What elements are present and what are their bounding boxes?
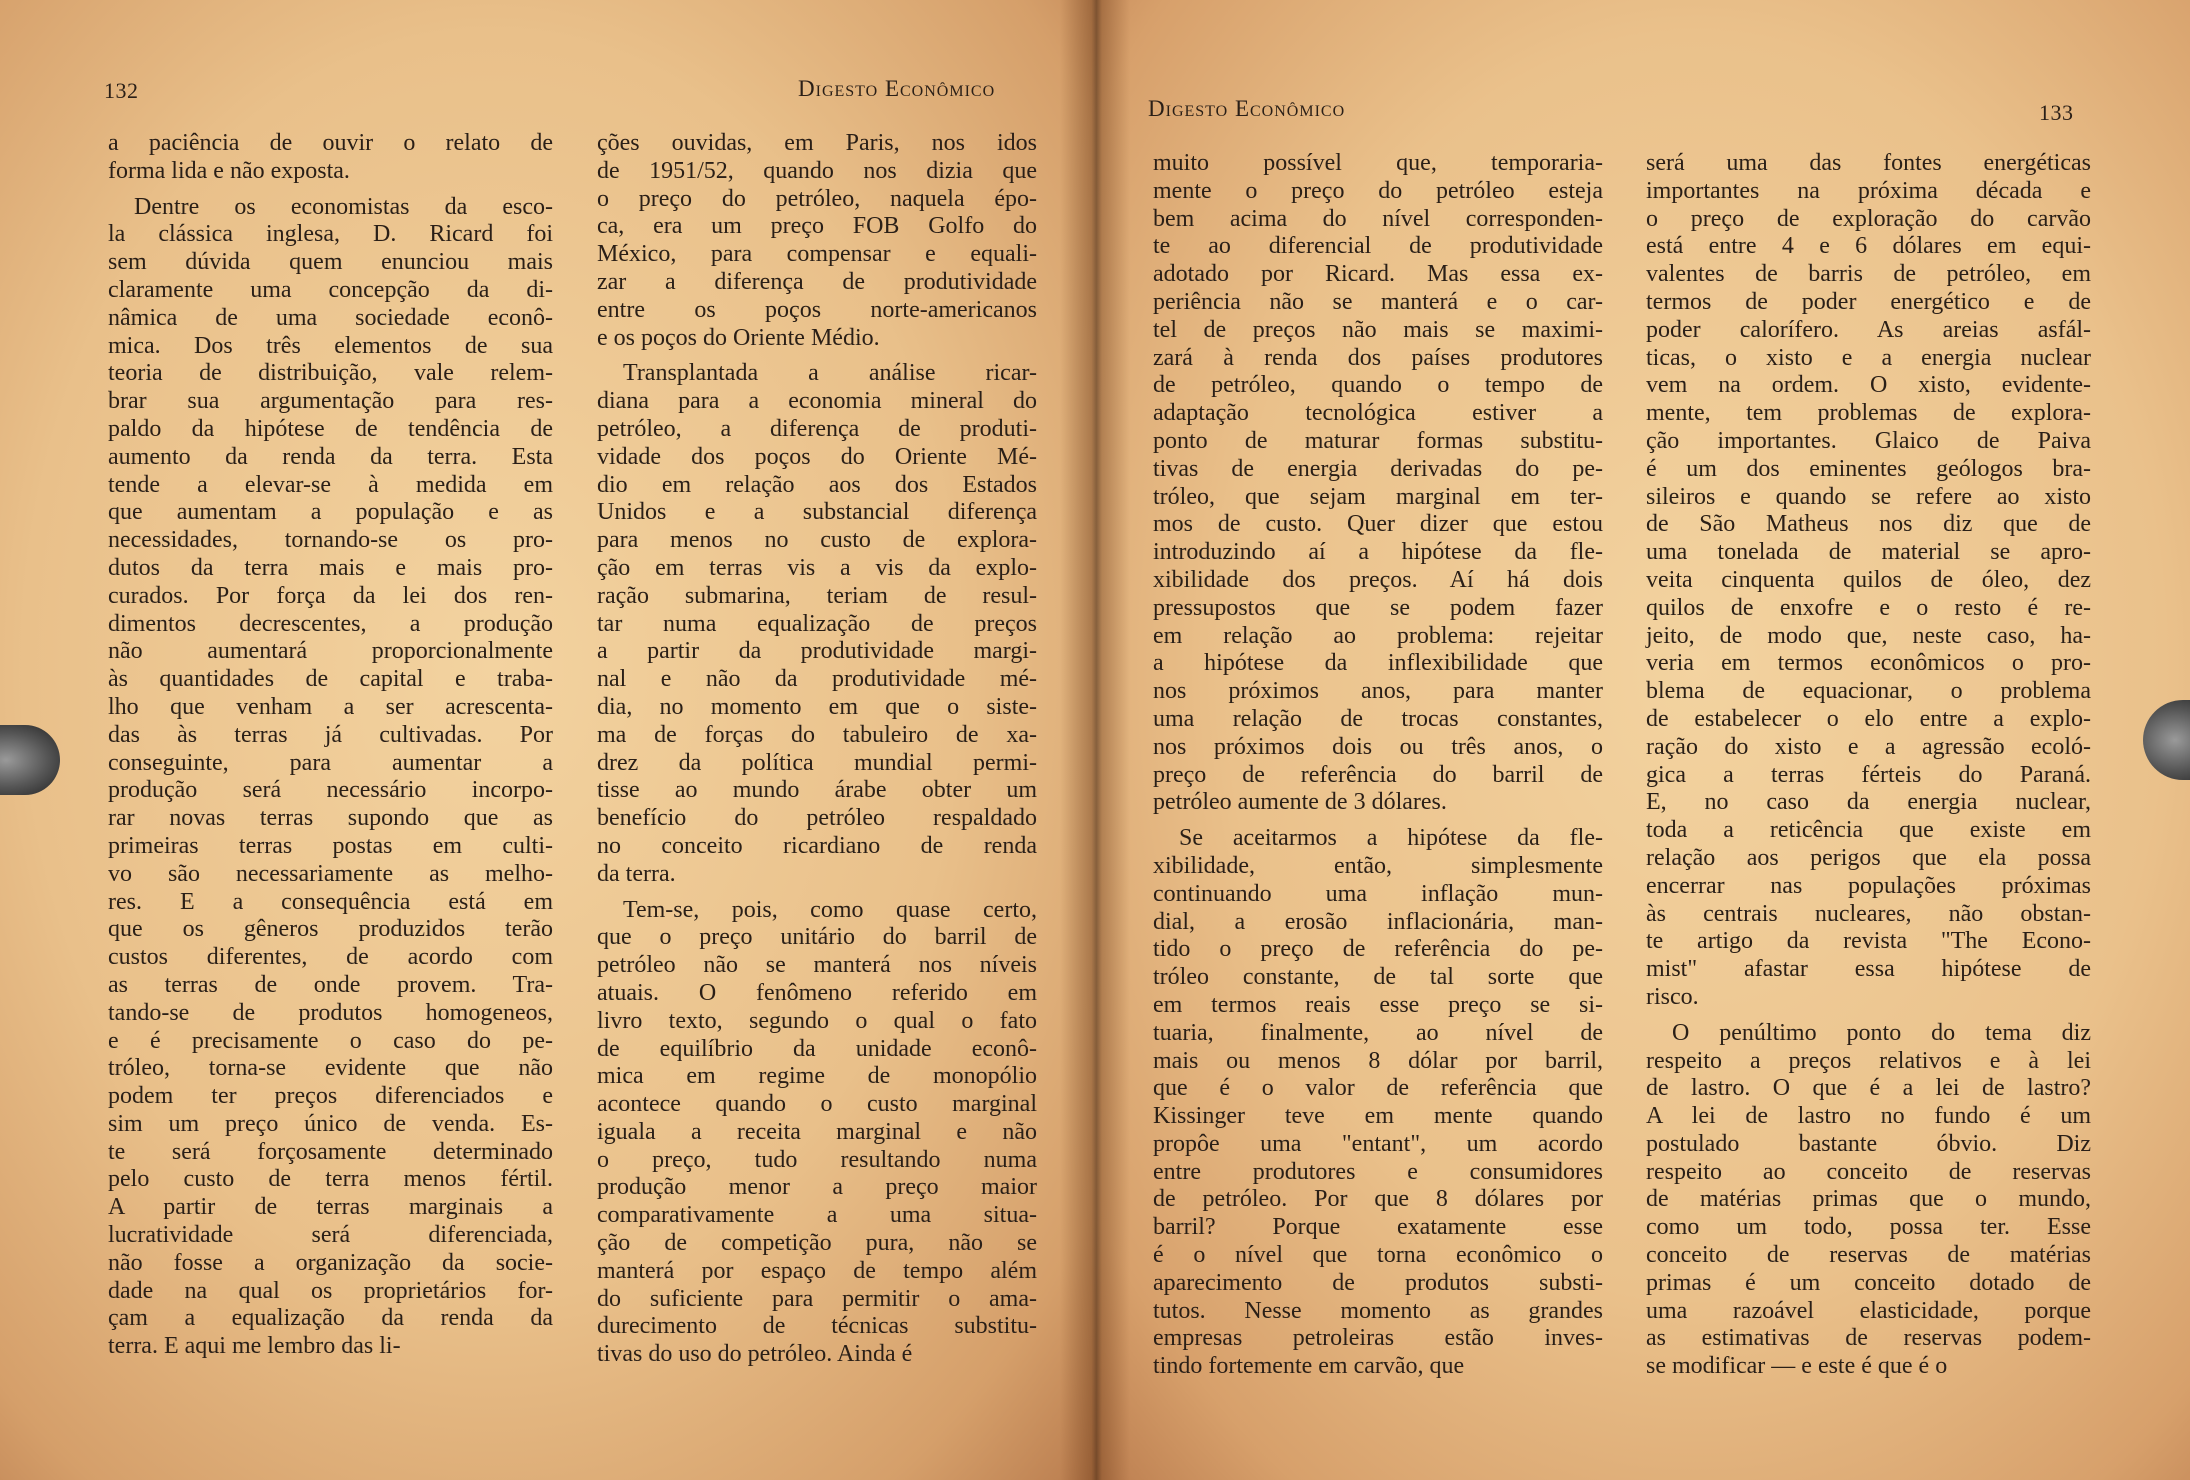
text-line: necessidades, tornando-se os pro-	[108, 527, 553, 554]
text-line: petróleo aumente de 3 dólares.	[1153, 789, 1447, 816]
text-line: às quantidades de capital e traba-	[108, 666, 553, 693]
text-line: dial, a erosão inflacionária, man-	[1153, 908, 1603, 935]
text-line: terra. E aqui me lembro das li-	[108, 1333, 401, 1360]
text-line: brar sua argumentação para res-	[108, 388, 553, 415]
text-line: adaptação tecnológica estiver a	[1153, 400, 1603, 427]
text-line: encerrar nas populações próximas	[1646, 872, 2091, 899]
text-line: Transplantada a análise ricar-	[623, 360, 1037, 387]
text-line: mica em regime de monopólio	[597, 1063, 1037, 1090]
text-line: teoria de distribuição, vale relem-	[108, 360, 553, 387]
text-line: xibilidade, então, simplesmente	[1153, 852, 1603, 879]
left-running-head: Digesto Econômico	[798, 76, 996, 101]
text-line: xibilidade dos preços. Aí há dois	[1153, 566, 1603, 593]
text-line: dio em relação aos dos Estados	[597, 471, 1037, 498]
text-line: zará à renda dos países produtores	[1153, 344, 1603, 371]
text-line: uma tonelada de material se apro-	[1646, 539, 2091, 566]
text-line: E, no caso da energia nuclear,	[1646, 789, 2091, 816]
text-line: te será forçosamente determinado	[108, 1138, 553, 1165]
text-line: ções ouvidas, em Paris, nos idos	[597, 130, 1037, 156]
text-line: aparecimento de produtos substi-	[1153, 1269, 1603, 1296]
text-line: tel de preços não mais se maximi-	[1153, 316, 1603, 343]
text-line: sileiros e quando se refere ao xisto	[1646, 483, 2091, 510]
text-line: nos próximos dois ou três anos, o	[1153, 733, 1603, 760]
text-line: sim um preço único de venda. Es-	[108, 1110, 553, 1137]
right-page	[1093, 0, 2190, 1480]
text-line: O penúltimo ponto do tema diz	[1672, 1019, 2091, 1046]
text-line: pelo custo de terra menos fértil.	[108, 1166, 553, 1193]
text-line: produção menor a preço maior	[597, 1174, 1037, 1201]
text-line: de petróleo, quando o tempo de	[1153, 372, 1603, 399]
text-line: e os poços do Oriente Médio.	[597, 324, 880, 351]
right-running-head: Digesto Econômico	[1148, 96, 1346, 121]
left-column-2	[597, 130, 1037, 1369]
text-line: iguala a receita marginal e não	[597, 1118, 1037, 1145]
text-line: tido o preço de referência do pe-	[1153, 936, 1603, 963]
paragraph-gap	[108, 186, 553, 194]
text-line: ração submarina, teriam de resul-	[597, 582, 1037, 609]
text-line: como um todo, possa ter. Esse	[1646, 1214, 2091, 1241]
text-line: jeito, de modo que, neste caso, ha-	[1646, 622, 2091, 649]
text-line: A lei de lastro no fundo é um	[1646, 1103, 2091, 1130]
text-line: bem acima do nível corresponden-	[1153, 205, 1603, 232]
right-column-2	[1646, 150, 2091, 1381]
text-line: das às terras já cultivadas. Por	[108, 721, 553, 748]
text-line: de petróleo. Por que 8 dólares por	[1153, 1186, 1603, 1213]
text-line: não aumentará proporcionalmente	[108, 638, 553, 665]
text-line: veita cinquenta quilos de óleo, dez	[1646, 566, 2091, 593]
left-page	[0, 0, 1093, 1480]
text-line: res. E a consequência está em	[108, 888, 553, 915]
text-line: mais ou menos 8 dólar por barril,	[1153, 1047, 1603, 1074]
text-line: tivas de energia derivadas do pe-	[1153, 455, 1603, 482]
text-line: blema de equacionar, o problema	[1646, 678, 2091, 705]
text-line: ração do xisto e a agressão ecoló-	[1646, 733, 2091, 760]
text-line: la clássica inglesa, D. Ricard foi	[108, 221, 553, 248]
text-line: petróleo, a diferença de produti-	[597, 415, 1037, 442]
text-line: uma razoável elasticidade, porque	[1646, 1297, 2091, 1324]
text-line: do suficiente para permitir o ama-	[597, 1285, 1037, 1312]
text-line: mente o preço do petróleo esteja	[1153, 177, 1603, 204]
text-line: drez da política mundial permi-	[597, 749, 1037, 776]
left-page-number: 132	[104, 78, 139, 103]
text-line: rar novas terras supondo que as	[108, 805, 553, 832]
text-line: te artigo da revista "The Econo-	[1646, 928, 2091, 955]
text-line: tróleo, que sejam marginal em ter-	[1153, 483, 1603, 510]
text-line: tróleo, torna-se evidente que não	[108, 1055, 553, 1082]
text-line: de São Matheus nos diz que de	[1646, 511, 2091, 538]
text-line: Se aceitarmos a hipótese da fle-	[1179, 825, 1603, 852]
text-line: curados. Por força da lei dos ren-	[108, 582, 553, 609]
text-line: manterá por espaço de tempo além	[597, 1257, 1037, 1284]
text-line: tende a elevar-se à medida em	[108, 471, 553, 498]
text-line: dutos da terra mais e mais pro-	[108, 554, 553, 581]
text-line: no conceito ricardiano de renda	[597, 832, 1037, 859]
text-line: produção será necessário incorpo-	[108, 777, 553, 804]
text-line: as estimativas de reservas podem-	[1646, 1325, 2091, 1352]
text-line: ticas, o xisto e a energia nuclear	[1646, 344, 2091, 371]
text-line: Dentre os economistas da esco-	[134, 193, 553, 220]
text-line: o preço de exploração do carvão	[1646, 205, 2091, 232]
text-line: tindo fortemente em carvão, que	[1153, 1353, 1465, 1380]
text-line: primas é um conceito dotado de	[1646, 1269, 2091, 1296]
text-line: importantes na próxima década e	[1646, 177, 2091, 204]
text-line: lucratividade será diferenciada,	[108, 1222, 553, 1249]
text-line: o preço, tudo resultando numa	[597, 1146, 1037, 1173]
text-line: veria em termos econômicos o pro-	[1646, 650, 2091, 677]
paragraph-gap	[1153, 817, 1603, 825]
text-line: paldo da hipótese de tendência de	[108, 415, 553, 442]
text-line: te ao diferencial de produtividade	[1153, 233, 1603, 260]
text-line: ma de forças do tabuleiro de xa-	[597, 721, 1037, 748]
text-line: relação aos perigos que ela possa	[1646, 844, 2091, 871]
text-line: respeito a preços relativos e à lei	[1646, 1047, 2091, 1074]
text-line: poder calorífero. As areias asfál-	[1646, 316, 2091, 343]
text-line: respeito ao conceito de reservas	[1646, 1158, 2091, 1185]
text-line: para menos no custo de explora-	[597, 527, 1037, 554]
text-line: conseguinte, para aumentar a	[108, 749, 553, 776]
text-line: da terra.	[597, 860, 676, 887]
text-line: tutos. Nesse momento as grandes	[1153, 1297, 1603, 1324]
text-line: tar numa equalização de preços	[597, 610, 1037, 637]
text-line: uma relação de trocas constantes,	[1153, 705, 1603, 732]
text-line: a hipótese da inflexibilidade que	[1153, 650, 1603, 677]
text-line: de estabelecer o elo entre a explo-	[1646, 705, 2091, 732]
text-line: çam a equalização da renda da	[108, 1305, 553, 1332]
text-line: Unidos e a substancial diferença	[597, 499, 1037, 526]
text-line: gica a terras férteis do Paraná.	[1646, 761, 2091, 788]
text-line: é um dos eminentes geólogos bra-	[1646, 455, 2091, 482]
text-line: o preço do petróleo, naquela épo-	[597, 185, 1037, 212]
text-line: risco.	[1646, 983, 1699, 1010]
text-line: as terras de onde provem. Tra-	[108, 971, 553, 998]
text-line: de 1951/52, quando nos dizia que	[597, 157, 1037, 184]
text-line: a paciência de ouvir o relato de	[108, 130, 553, 156]
text-line: entre os poços norte-americanos	[597, 296, 1037, 323]
text-line: tuaria, finalmente, ao nível de	[1153, 1019, 1603, 1046]
text-line: México, para compensar e equali-	[597, 241, 1037, 268]
text-line: zar a diferença de produtividade	[597, 268, 1037, 295]
text-line: Tem-se, pois, como quase certo,	[623, 896, 1037, 923]
paragraph-gap	[1646, 1012, 2091, 1020]
text-line: será uma das fontes energéticas	[1646, 150, 2091, 176]
text-line: ponto de maturar formas substitu-	[1153, 427, 1603, 454]
paragraph-gap	[597, 889, 1037, 897]
text-line: de matérias primas que o mundo,	[1646, 1186, 2091, 1213]
text-line: tisse ao mundo árabe obter um	[597, 777, 1037, 804]
text-line: mist" afastar essa hipótese de	[1646, 956, 2091, 983]
text-line: mica. Dos três elementos de sua	[108, 332, 553, 359]
text-line: propôe uma "entant", um acordo	[1153, 1130, 1603, 1157]
text-line: aumento da renda da terra. Esta	[108, 443, 553, 470]
text-line: ção em terras vis a vis da explo-	[597, 554, 1037, 581]
text-line: claramente uma concepção da di-	[108, 276, 553, 303]
text-line: valentes de barris de petróleo, em	[1646, 261, 2091, 288]
text-line: tivas do uso do petróleo. Ainda é	[597, 1341, 913, 1368]
text-line: vem na ordem. O xisto, evidente-	[1646, 372, 2091, 399]
text-line: custos diferentes, de acordo com	[108, 944, 553, 971]
text-line: que aumentam a população e as	[108, 499, 553, 526]
text-line: tróleo constante, de tal sorte que	[1153, 964, 1603, 991]
text-line: e é precisamente o caso do pe-	[108, 1027, 553, 1054]
text-line: ção de competição pura, não se	[597, 1230, 1037, 1257]
text-line: dade na qual os proprietários for-	[108, 1277, 553, 1304]
text-line: em relação ao problema: rejeitar	[1153, 622, 1603, 649]
text-line: primeiras terras postas em culti-	[108, 832, 553, 859]
text-line: forma lida e não exposta.	[108, 157, 350, 184]
text-line: mente, tem problemas de explora-	[1646, 400, 2091, 427]
text-line: tando-se de produtos homogeneos,	[108, 999, 553, 1026]
text-line: se modificar — e este é que é o	[1646, 1353, 1948, 1380]
text-line: conceito de reservas de matérias	[1646, 1242, 2091, 1269]
text-line: muito possível que, temporaria-	[1153, 150, 1603, 176]
text-line: nos próximos anos, para manter	[1153, 678, 1603, 705]
text-line: de lastro. O que é a lei de lastro?	[1646, 1075, 2091, 1102]
text-line: quilos de enxofre e o resto é re-	[1646, 594, 2091, 621]
text-line: vo são necessariamente as melho-	[108, 860, 553, 887]
text-line: às centrais nucleares, não obstan-	[1646, 900, 2091, 927]
text-line: petróleo não se manterá nos níveis	[597, 952, 1037, 979]
right-column-1	[1153, 150, 1603, 1381]
text-line: dimentos decrescentes, a produção	[108, 610, 553, 637]
text-line: vidade dos poços do Oriente Mé-	[597, 443, 1037, 470]
text-line: periência não se manterá e o car-	[1153, 288, 1603, 315]
text-line: pressupostos que se podem fazer	[1153, 594, 1603, 621]
text-line: termos de poder energético e de	[1646, 288, 2091, 315]
text-line: ção importantes. Glaico de Paiva	[1646, 427, 2091, 454]
text-line: A partir de terras marginais a	[108, 1194, 553, 1221]
text-line: lho que venham a ser acrescenta-	[108, 693, 553, 720]
binder-clip-right	[2143, 700, 2190, 780]
text-line: Kissinger teve em mente quando	[1153, 1103, 1603, 1130]
text-line: adotado por Ricard. Mas essa ex-	[1153, 261, 1603, 288]
text-line: podem ter preços diferenciados e	[108, 1083, 553, 1110]
text-line: é o nível que torna econômico o	[1153, 1242, 1603, 1269]
text-line: nâmica de uma sociedade econô-	[108, 304, 553, 331]
text-line: que o preço unitário do barril de	[597, 924, 1037, 951]
text-line: toda a reticência que existe em	[1646, 817, 2091, 844]
right-page-number: 133	[2039, 100, 2074, 125]
text-line: está entre 4 e 6 dólares em equi-	[1646, 233, 2091, 260]
text-line: postulado bastante óbvio. Diz	[1646, 1130, 2091, 1157]
text-line: ca, era um preço FOB Golfo do	[597, 213, 1037, 240]
text-line: que os gêneros produzidos terão	[108, 916, 553, 943]
text-line: sem dúvida quem enunciou mais	[108, 249, 553, 276]
text-line: mos de custo. Quer dizer que estou	[1153, 511, 1603, 538]
text-line: não fosse a organização da socie-	[108, 1249, 553, 1276]
text-line: continuando uma inflação mun-	[1153, 880, 1603, 907]
text-line: que é o valor de referência que	[1153, 1075, 1603, 1102]
text-line: atuais. O fenômeno referido em	[597, 979, 1037, 1006]
left-column-1	[108, 130, 553, 1361]
text-line: livro texto, segundo o qual o fato	[597, 1007, 1037, 1034]
text-line: diana para a economia mineral do	[597, 388, 1037, 415]
paragraph-gap	[597, 352, 1037, 360]
text-line: empresas petroleiras estão inves-	[1153, 1325, 1603, 1352]
text-line: durecimento de técnicas substitu-	[597, 1313, 1037, 1340]
text-line: acontece quando o custo marginal	[597, 1091, 1037, 1118]
text-line: de equilíbrio da unidade econô-	[597, 1035, 1037, 1062]
text-line: nal e não da produtividade mé-	[597, 666, 1037, 693]
text-line: entre produtores e consumidores	[1153, 1158, 1603, 1185]
text-line: introduzindo aí a hipótese da fle-	[1153, 539, 1603, 566]
text-line: a partir da produtividade margi-	[597, 638, 1037, 665]
text-line: dia, no momento em que o siste-	[597, 693, 1037, 720]
text-line: comparativamente a uma situa-	[597, 1202, 1037, 1229]
text-line: preço de referência do barril de	[1153, 761, 1603, 788]
text-line: em termos reais esse preço se si-	[1153, 991, 1603, 1018]
binder-clip-left	[0, 725, 60, 795]
text-line: benefício do petróleo respaldado	[597, 805, 1037, 832]
text-line: barril? Porque exatamente esse	[1153, 1214, 1603, 1241]
